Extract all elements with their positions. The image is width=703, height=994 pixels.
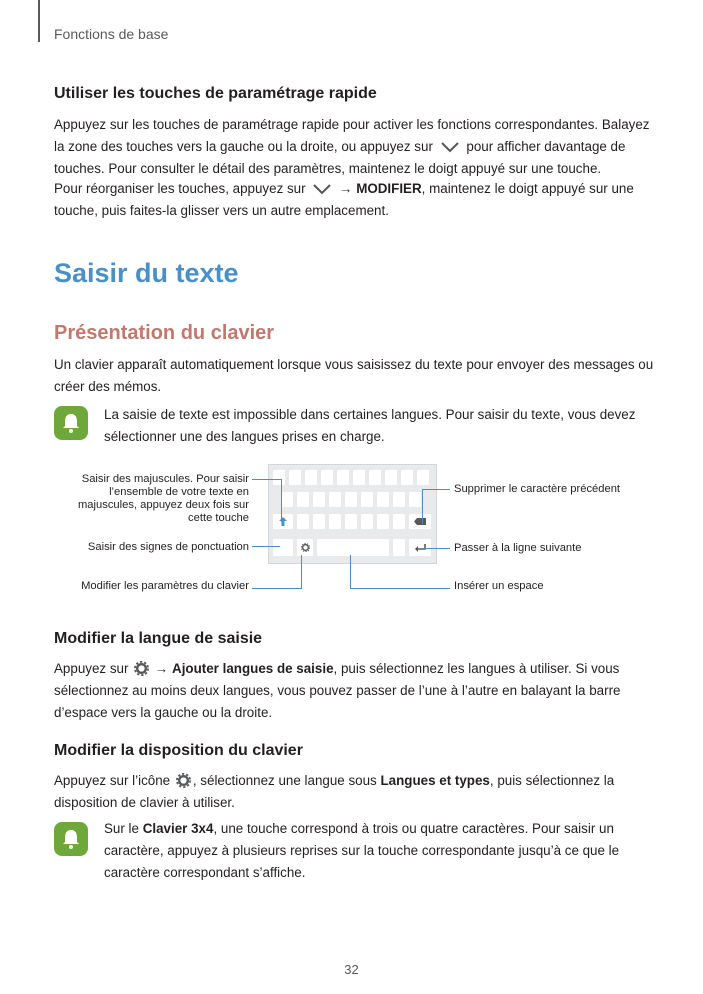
running-header: Fonctions de base — [54, 26, 169, 42]
page-number: 32 — [344, 962, 359, 977]
quick-settings-paragraph-1: Appuyez sur les touches de paramétrage rapide pour activer les fonctions correspondantes. Balayez la zone des touches vers la gauche ou la droite, ou appuyez sur pour afficher davantage de touches. Pour consulter le détail des paramètres, maintenez le doigt appuyé sur une touche. — [54, 117, 650, 176]
note-text: La saisie de texte est impossible dans certaines langues. Pour saisir du texte, vous devez sélectionner une des langues prises en charge. — [104, 407, 636, 444]
punctuation-key — [273, 539, 293, 556]
callout-punctuation: Saisir des signes de ponctuation — [87, 541, 249, 553]
callout-enter: Passer à la ligne suivante — [454, 542, 582, 554]
quick-settings-paragraph-2: Pour réorganiser les touches, appuyez sur → MODIFIER, maintenez le doigt appuyé sur une touche, puis faites-la glisser vers un autre emplacement. — [54, 181, 634, 218]
shift-key — [273, 514, 293, 529]
chevron-down-icon — [439, 140, 461, 154]
space-key — [317, 539, 389, 556]
settings-key — [297, 539, 313, 556]
keyboard-illustration — [268, 464, 437, 564]
keyboard-overview-heading: Présentation du clavier — [54, 322, 275, 344]
callout-settings: Modifier les paramètres du clavier — [81, 580, 249, 592]
change-language-heading: Modifier la langue de saisie — [54, 630, 263, 647]
note-bell-icon — [54, 822, 88, 856]
keyboard-overview-paragraph: Un clavier apparaît automatiquement lorsque vous saisissez du texte pour envoyer des messages ou créer des mémos. — [54, 357, 654, 394]
gear-icon — [301, 543, 310, 552]
chevron-down-icon — [311, 182, 333, 196]
change-layout-paragraph: Appuyez sur l’icône , sélectionnez une langue sous Langues et types, puis sélectionnez la disposition de clavier à utiliser. — [54, 773, 615, 810]
gear-icon — [176, 773, 191, 788]
layout-note-text: Sur le Clavier 3x4, une touche correspond à trois ou quatre caractères. Pour saisir un caractère, appuyez à plusieurs reprises sur la touche correspondante jusqu’à ce que le caractère correspondant s’affiche. — [104, 821, 620, 880]
callout-delete: Supprimer le caractère précédent — [454, 483, 621, 495]
gear-icon — [134, 661, 149, 676]
quick-settings-heading: Utiliser les touches de paramétrage rapide — [54, 85, 377, 102]
callout-space: Insérer un espace — [454, 580, 544, 592]
change-layout-heading: Modifier la disposition du clavier — [54, 742, 303, 759]
header-rule — [38, 0, 40, 42]
section-title: Saisir du texte — [54, 258, 239, 288]
backspace-icon — [414, 518, 426, 525]
delete-key — [409, 514, 431, 529]
change-language-paragraph: Appuyez sur → Ajouter langues de saisie, puis sélectionnez les langues à utiliser. Si vous sélectionnez au moins deux langues, vous pouvez passer de l’une à l’autre en balayant la barre d’espace vers la gauche ou la droite. — [54, 661, 621, 720]
callout-caps: Saisir des majuscules. Pour saisir l’ensemble de votre texte en majuscules, appuyez deux fois sur cette touche — [77, 473, 249, 524]
note-bell-icon — [54, 406, 88, 440]
